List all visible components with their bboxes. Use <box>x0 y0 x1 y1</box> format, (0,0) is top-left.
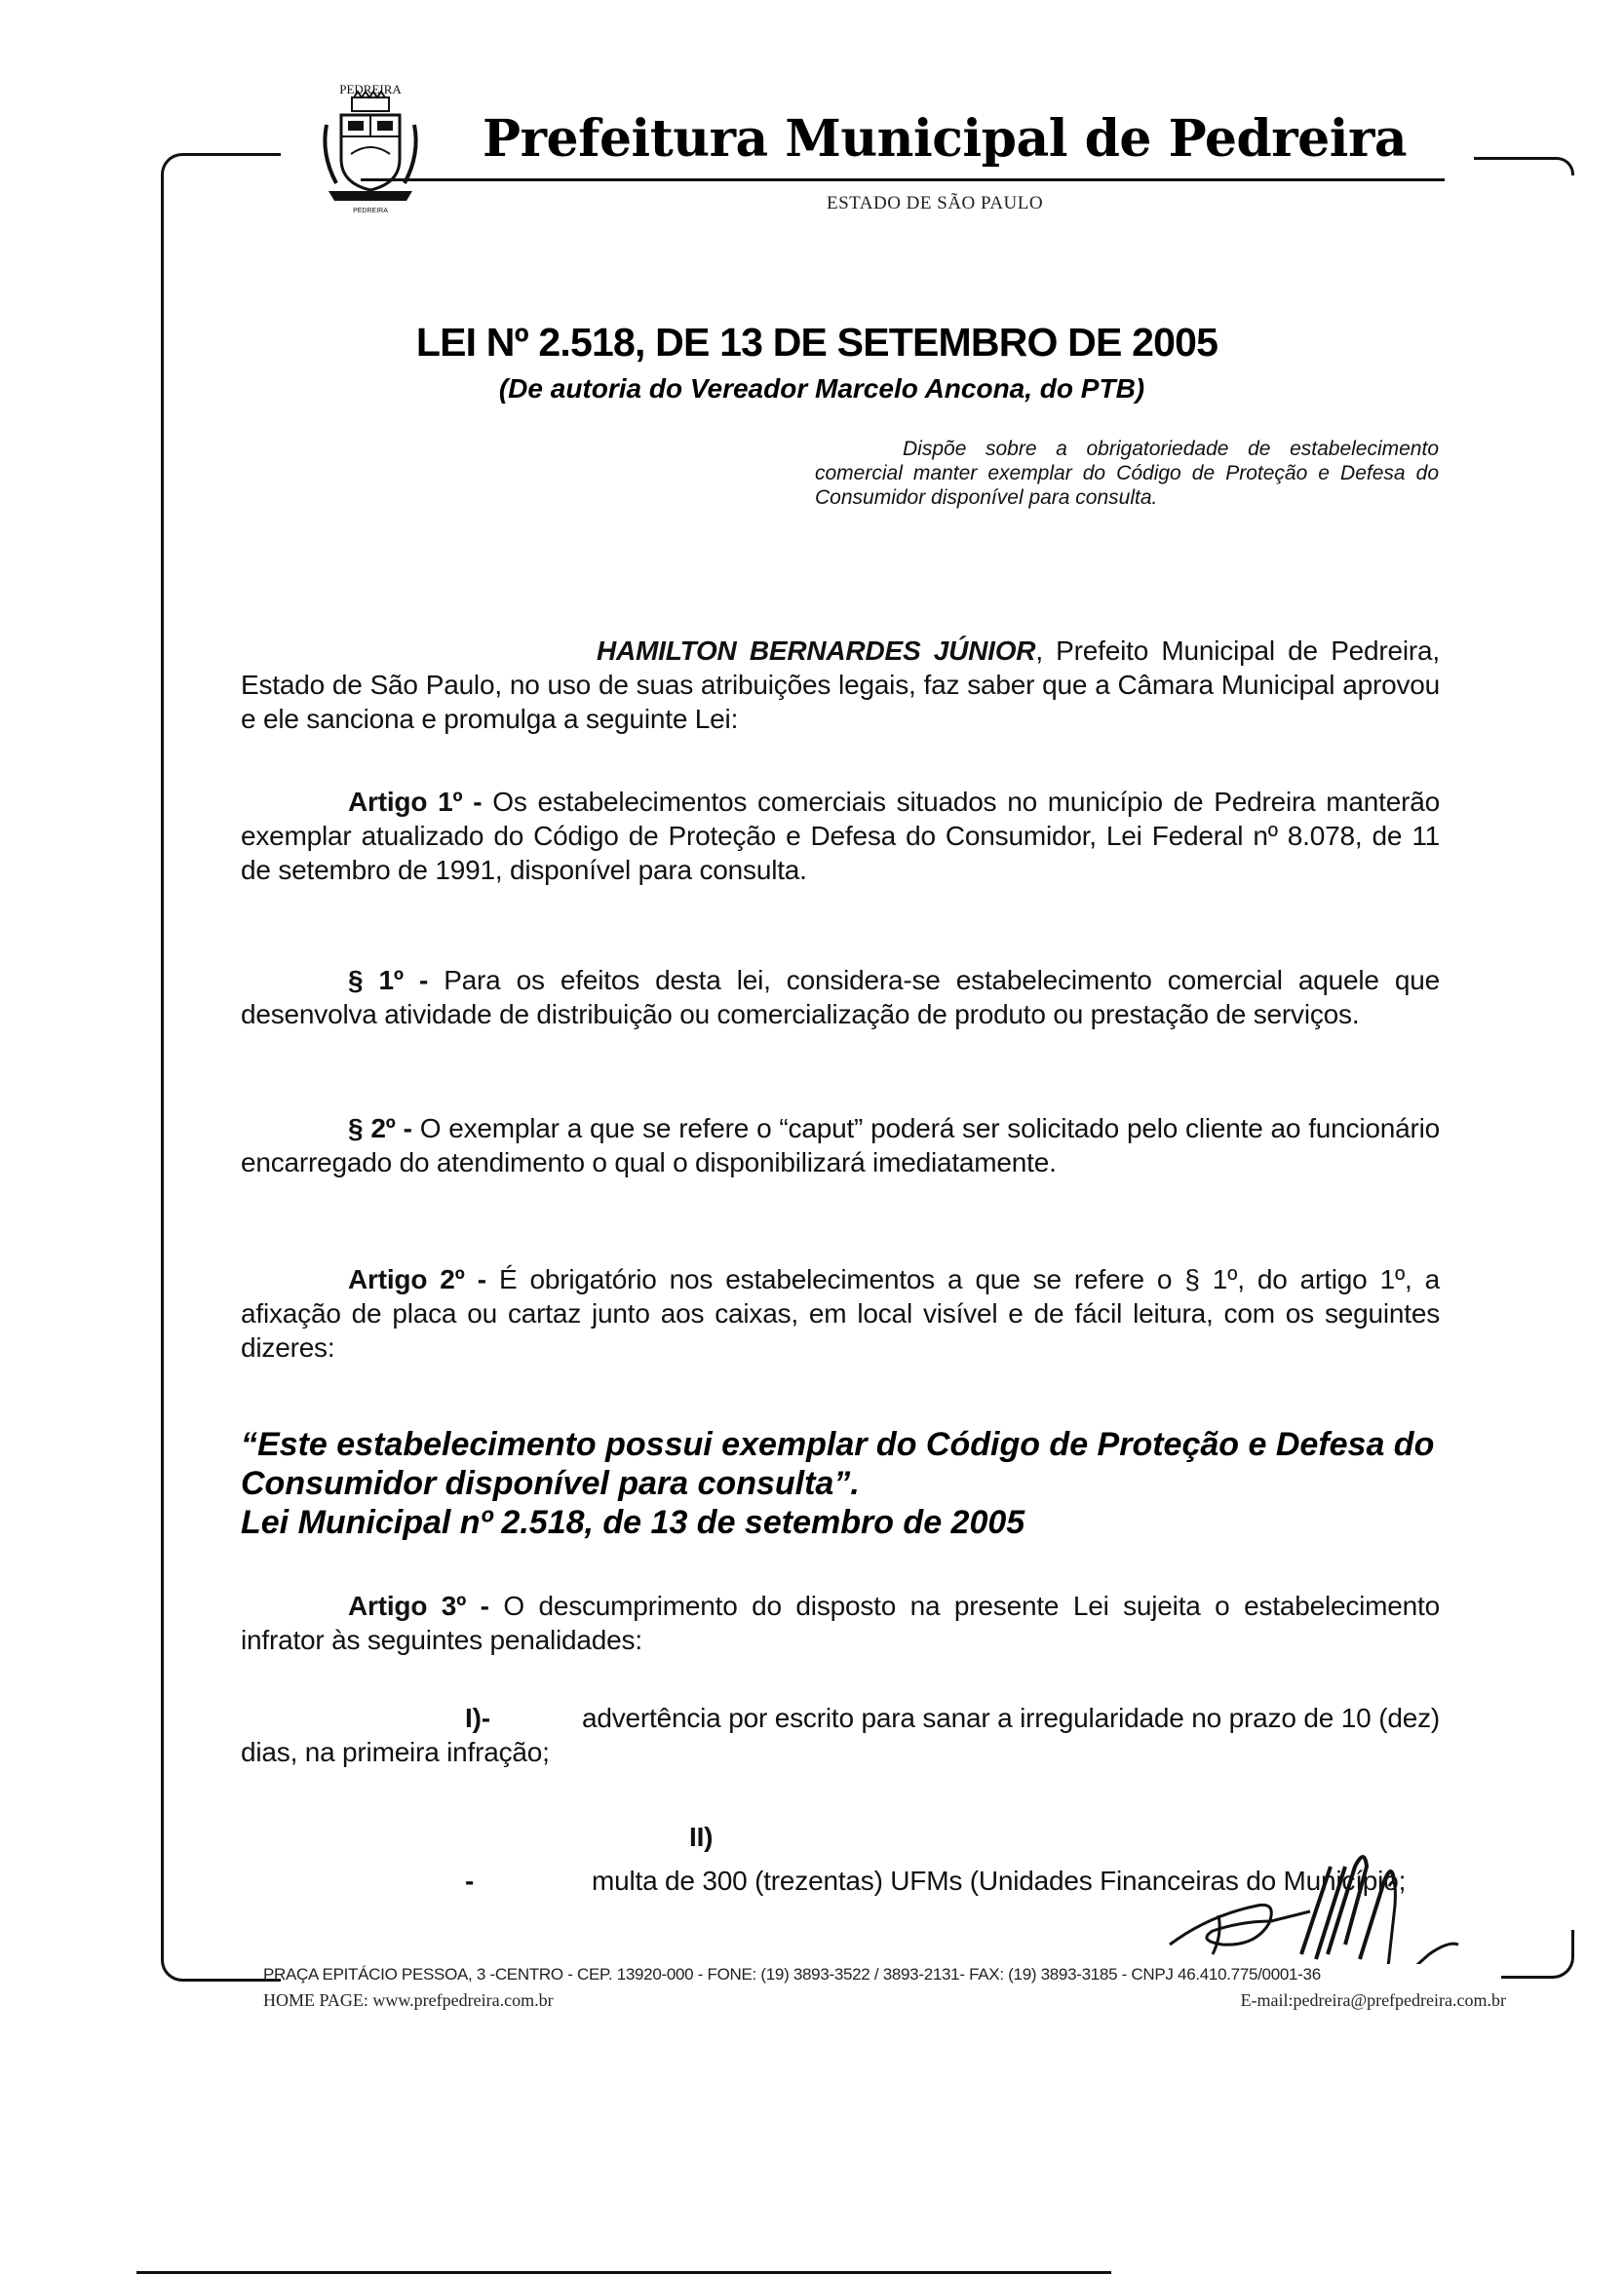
preamble-text: , Prefeito Municipal de Pedreira, Estado de São Paulo, no uso de suas atribuições legais, faz saber que a Câmara Municipal aprovou e ele sanciona e promulga a seguinte Lei: <box>241 636 1441 734</box>
required-sign-text <box>241 1425 1450 1542</box>
paragraph-label: § 2º - <box>348 1113 412 1143</box>
penalty-label: II) - <box>465 1822 714 1896</box>
law-summary: Dispõe sobre a obrigatoriedade de estabelecimento comercial manter exemplar do Código de Proteção e Defesa do Consumidor disponível para consulta. <box>815 438 1439 509</box>
sign-text-reference: Lei Municipal nº 2.518, de 13 de setembro de 2005 <box>241 1504 1025 1541</box>
article-text: Os estabelecimentos comerciais situados no município de Pedreira manterão exemplar atualizado do Código de Proteção e Defesa do Consumidor, Lei Federal nº 8.078, de 11 de setembro de 1991, disponível para consulta. <box>241 787 1440 885</box>
penalty-text: multa de 300 (trezentas) UFMs (Unidades Financeiras do Município; <box>592 1866 1407 1896</box>
preamble-paragraph <box>241 634 1440 736</box>
svg-text:PEDREIRA: PEDREIRA <box>353 208 388 214</box>
article-1 <box>241 785 1440 887</box>
penalty-text: advertência por escrito para sanar a irregularidade no prazo de 10 (dez) dias, na primeira infração; <box>241 1703 1440 1767</box>
sign-text-main: “Este estabelecimento possui exemplar do Código de Proteção e Defesa do Consumidor disponível para consulta”. <box>241 1426 1435 1502</box>
footer-homepage: HOME PAGE: www.prefpedreira.com.br <box>263 1990 554 2010</box>
law-title: LEI Nº 2.518, DE 13 DE SETEMBRO DE 2005 <box>415 320 1218 365</box>
page-frame-bottom-right <box>1501 1930 1574 1979</box>
mayor-name: HAMILTON BERNARDES JÚNIOR <box>597 636 1036 666</box>
handwritten-signature-icon <box>1160 1847 1511 1964</box>
letterhead-state: ESTADO DE SÃO PAULO <box>827 193 1044 213</box>
article-label: Artigo 2º - <box>348 1264 486 1294</box>
letterhead-divider <box>361 178 1445 181</box>
paragraph-text: O exemplar a que se refere o “caput” poderá ser solicitado pelo cliente ao funcionário encarregado do atendimento o qual o disponibilizará imediatamente. <box>241 1113 1440 1177</box>
law-author: (De autoria do Vereador Marcelo Ancona, do PTB) <box>498 373 1145 404</box>
paragraph-1 <box>241 963 1440 1031</box>
article-text: É obrigatório nos estabelecimentos a que se refere o § 1º, do artigo 1º, a afixação de placa ou cartaz junto aos caixas, em local visível e de fácil leitura, com os seguintes dizeres: <box>241 1264 1440 1363</box>
penalty-item-1 <box>241 1701 1440 1769</box>
paragraph-label: § 1º - <box>348 965 429 995</box>
penalty-label: I)- <box>465 1703 490 1733</box>
article-2 <box>241 1262 1440 1365</box>
page-frame-top-right <box>1474 157 1574 175</box>
municipal-coat-of-arms-icon <box>317 76 424 222</box>
paragraph-2 <box>241 1111 1440 1179</box>
footer-address: PRAÇA EPITÁCIO PESSOA, 3 -CENTRO - CEP. 13920-000 - FONE: (19) 3893-3522 / 3893-2131- FAX: (19) 3893-3185 - CNPJ 46.410.775/0001-36 <box>263 1965 1321 1984</box>
footer-contacts <box>263 1990 1506 2011</box>
article-label: Artigo 1º - <box>348 787 483 817</box>
article-3 <box>241 1589 1440 1657</box>
paragraph-text: Para os efeitos desta lei, considera-se estabelecimento comercial aquele que desenvolva atividade de distribuição ou comercialização de produto ou prestação de serviços. <box>241 965 1440 1029</box>
article-label: Artigo 3º - <box>348 1591 489 1621</box>
footer-email: E-mail:pedreira@prefpedreira.com.br <box>1240 1990 1506 2010</box>
crest-label: PEDREIRA <box>339 82 402 96</box>
letterhead-title: Prefeitura Municipal de Pedreira <box>483 109 1408 169</box>
article-text: O descumprimento do disposto na presente Lei sujeita o estabelecimento infrator às seguintes penalidades: <box>241 1591 1440 1655</box>
